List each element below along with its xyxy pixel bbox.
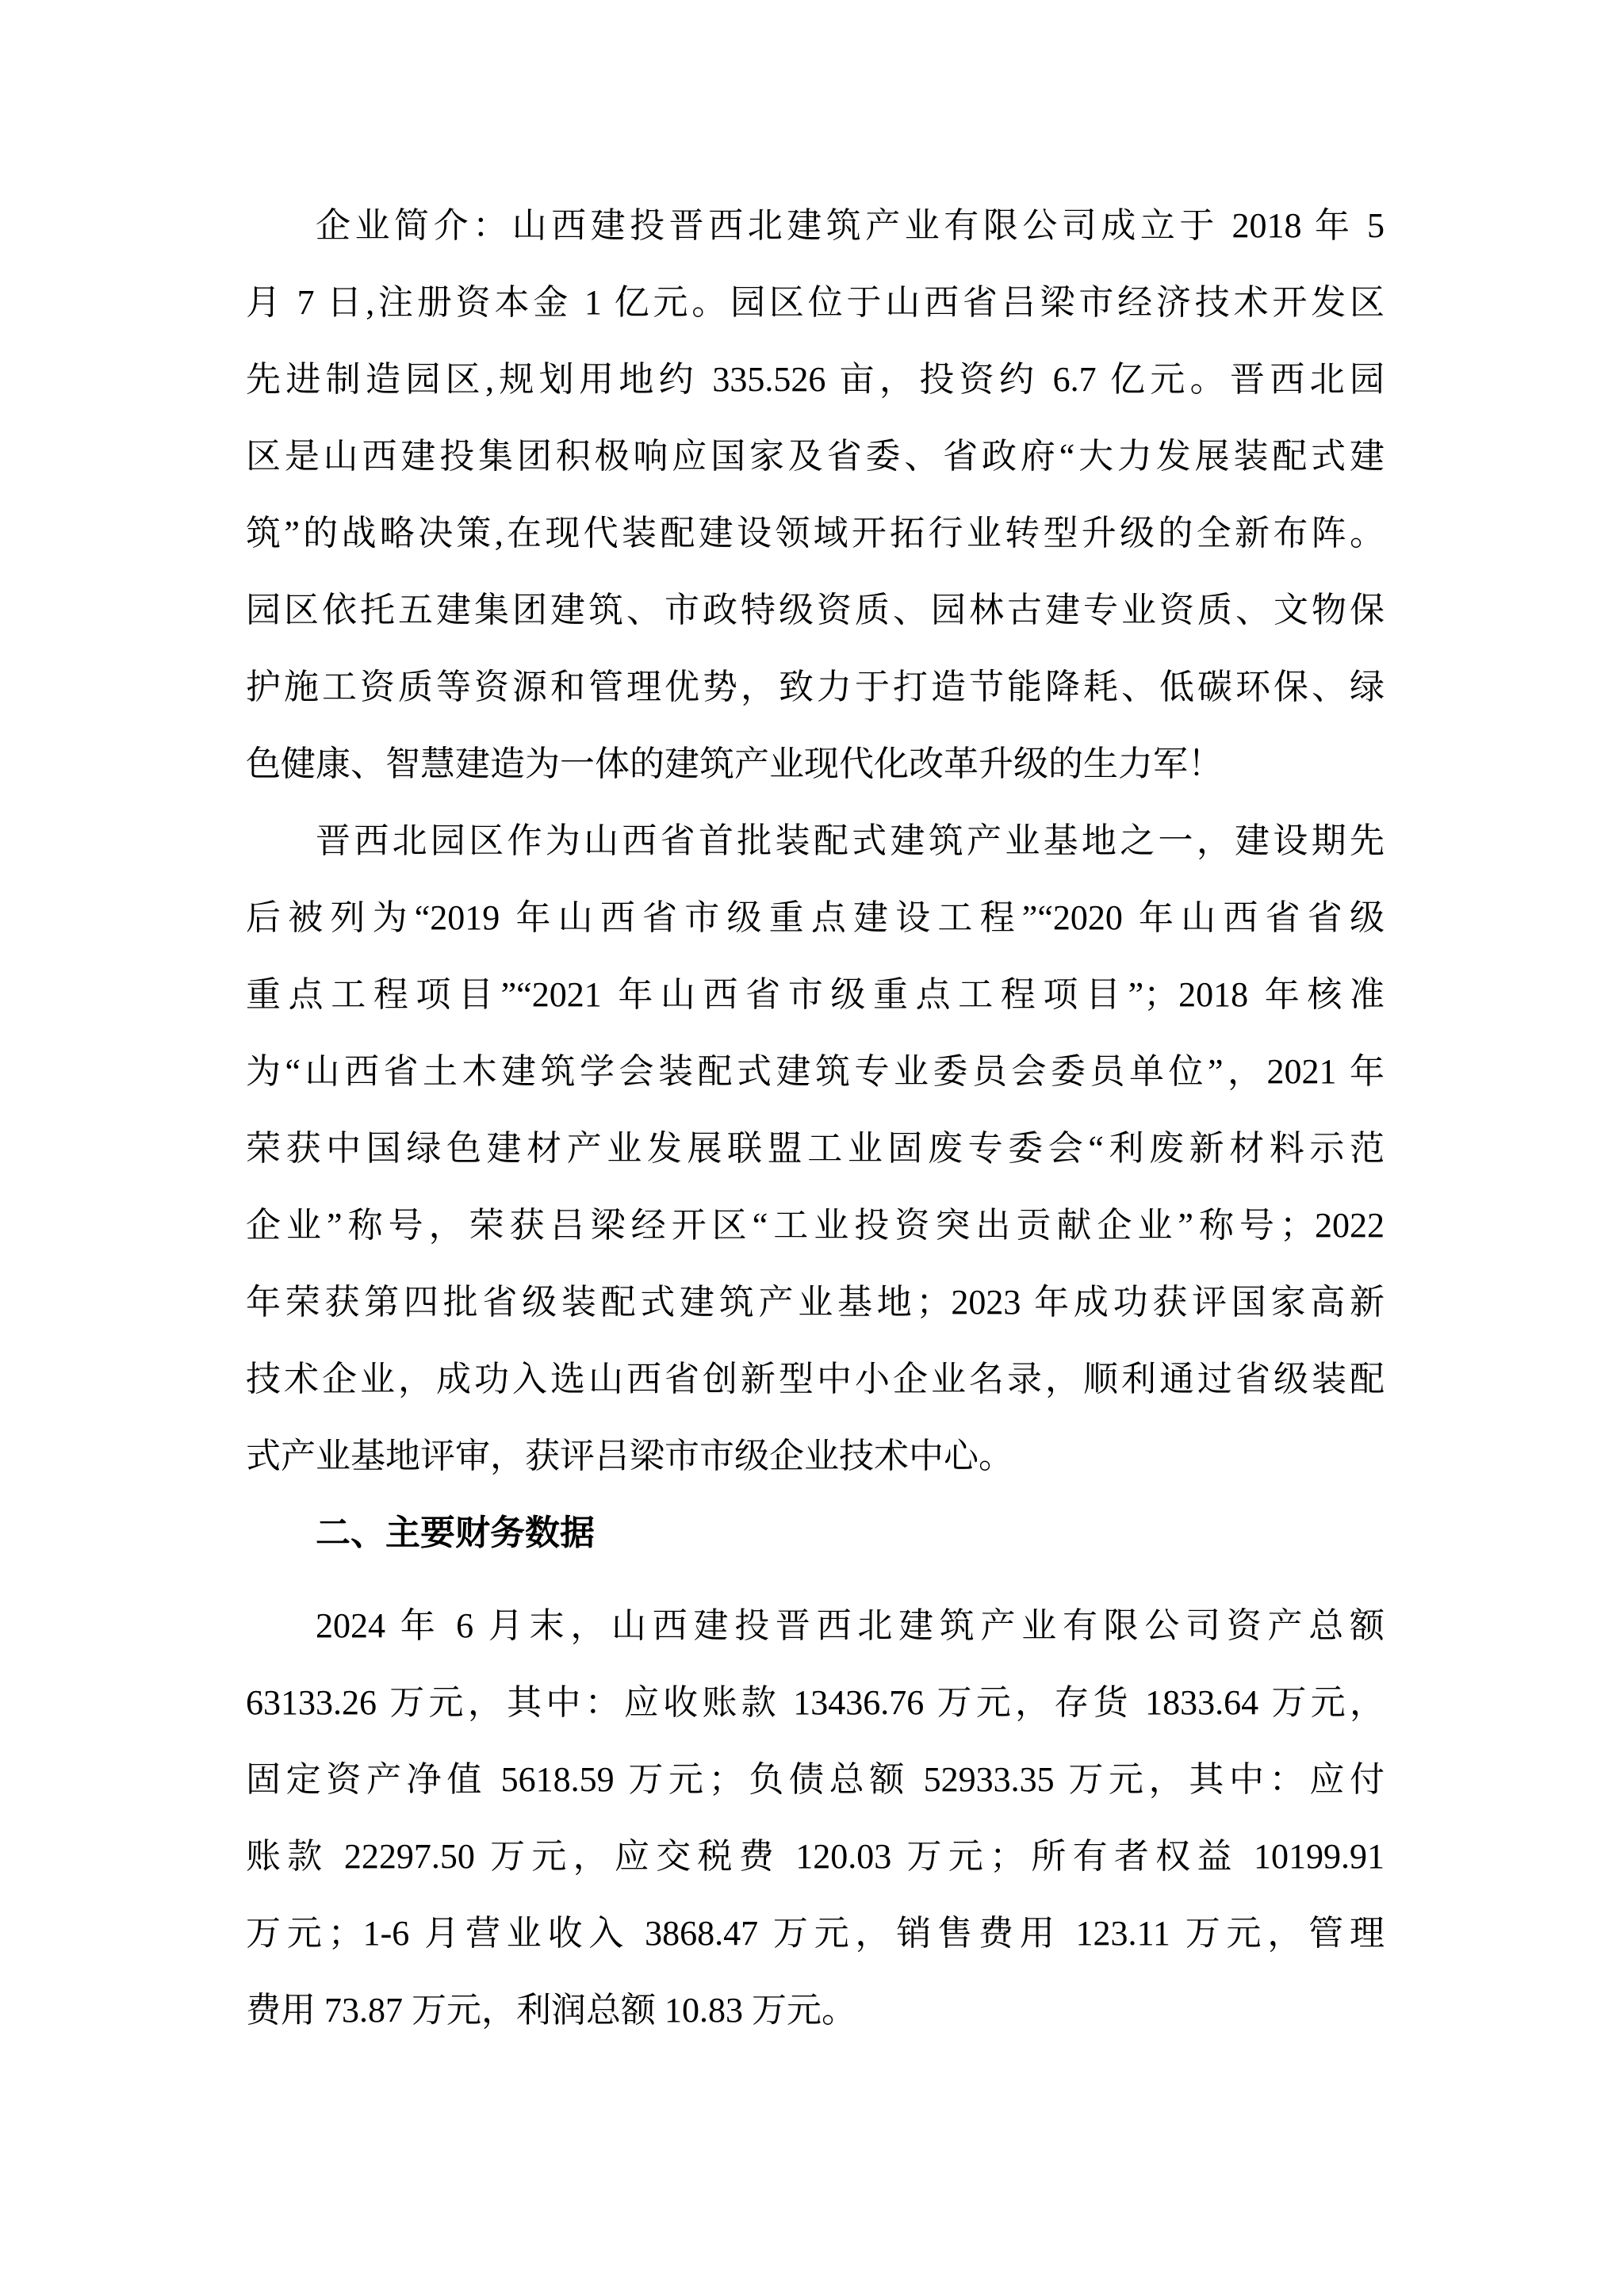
financial-data-paragraph-line-2: 63133.26 万元，其中：应收账款 13436.76 万元，存货 1833.64 万元， [246,1683,1385,1722]
park-honors-paragraph-line-9: 式产业基地评审，获评吕梁市市级企业技术中心。 [246,1437,1013,1475]
financial-data-paragraph-line-4: 账款 22297.50 万元，应交税费 120.03 万元；所有者权益 10199.91 [246,1837,1385,1876]
park-honors-paragraph-line-6: 企业”称号，荣获吕梁经开区“工业投资突出贡献企业”称号；2022 [246,1206,1385,1245]
financial-data-paragraph-line-3: 固定资产净值 5618.59 万元；负债总额 52933.35 万元，其中：应付 [246,1760,1385,1799]
financial-data-paragraph-line-1: 2024 年 6 月末，山西建投晋西北建筑产业有限公司资产总额 [316,1606,1385,1645]
section-heading-financial-data [246,1494,1385,1571]
company-intro-paragraph-line-7: 护施工资质等资源和管理优势，致力于打造节能降耗、低碳环保、绿 [246,668,1385,706]
document-body [246,187,1385,2049]
park-honors-paragraph-line-2: 后被列为“2019 年山西省市级重点建设工程”“2020 年山西省省级 [246,898,1385,937]
company-intro-paragraph-line-4: 区是山西建投集团积极响应国家及省委、省政府“大力发展装配式建 [246,437,1385,476]
company-intro-paragraph-line-1: 企业简介：山西建投晋西北建筑产业有限公司成立于 2018 年 5 [316,206,1385,245]
park-honors-paragraph-line-5: 荣获中国绿色建材产业发展联盟工业固废专委会“利废新材料示范 [246,1129,1385,1168]
company-intro-paragraph-line-5: 筑”的战略决策,在现代装配建设领域开拓行业转型升级的全新布阵。 [246,514,1385,553]
financial-data-paragraph-line-6: 费用 73.87 万元，利润总额 10.83 万元。 [246,1991,856,2030]
section-heading-financial-data-line-1: 二、主要财务数据 [316,1513,595,1552]
park-honors-paragraph [246,802,1385,1494]
park-honors-paragraph-line-7: 年荣获第四批省级装配式建筑产业基地；2023 年成功获评国家高新 [246,1283,1385,1322]
park-honors-paragraph-line-4: 为“山西省土木建筑学会装配式建筑专业委员会委员单位”，2021 年 [246,1052,1385,1091]
park-honors-paragraph-line-8: 技术企业，成功入选山西省创新型中小企业名录，顺利通过省级装配 [246,1360,1385,1399]
park-honors-paragraph-line-1: 晋西北园区作为山西省首批装配式建筑产业基地之一，建设期先 [316,821,1385,860]
company-intro-paragraph [246,187,1385,802]
company-intro-paragraph-line-8: 色健康、智慧建造为一体的建筑产业现代化改革升级的生力军！ [246,744,1223,783]
financial-data-paragraph-line-5: 万元；1-6 月营业收入 3868.47 万元，销售费用 123.11 万元，管理 [246,1914,1385,1953]
company-intro-paragraph-line-3: 先进制造园区,规划用地约 335.526 亩，投资约 6.7 亿元。晋西北园 [246,360,1385,399]
financial-data-paragraph [246,1587,1385,2049]
company-intro-paragraph-line-6: 园区依托五建集团建筑、市政特级资质、园林古建专业资质、文物保 [246,591,1385,629]
company-intro-paragraph-line-2: 月 7 日,注册资本金 1 亿元。园区位于山西省吕梁市经济技术开发区 [246,283,1385,322]
park-honors-paragraph-line-3: 重点工程项目”“2021 年山西省市级重点工程项目”；2018 年核准 [246,975,1385,1014]
